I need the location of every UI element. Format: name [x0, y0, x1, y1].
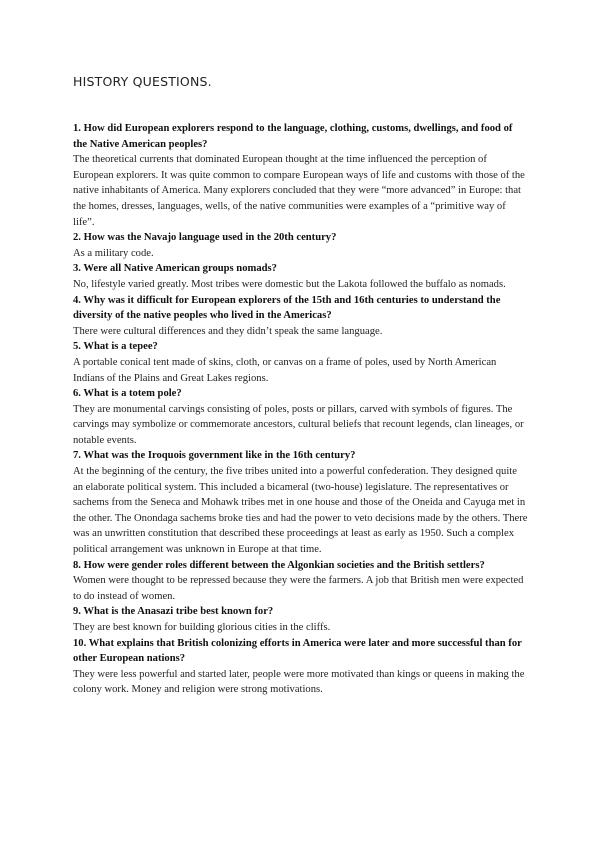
answer-6: They are monumental carvings consisting of poles, posts or pillars, carved with symbols of figures. The carvings may symbolize or commemorate ancestors, cultural beliefs that recount legends, clan lineages, or notable events. — [73, 403, 524, 446]
question-6: 6. What is a totem pole? — [73, 388, 182, 400]
answer-10: They were less powerful and started later, people were more motivated than kings or queens in making the colony work. Money and religion were strong motivations. — [73, 668, 525, 696]
answer-3: No, lifestyle varied greatly. Most tribes were domestic but the Lakota followed the buffalo as nomads. — [73, 278, 506, 290]
question-9: 9. What is the Anasazi tribe best known for? — [73, 606, 274, 618]
question-4: 4. Why was it difficult for European explorers of the 15th and 16th centuries to understand the diversity of the native peoples who lived in the Americas? — [73, 294, 501, 322]
answer-4: There were cultural differences and they didn’t speak the same language. — [73, 325, 383, 337]
question-3: 3. Were all Native American groups nomads? — [73, 263, 277, 275]
question-5: 5. What is a tepee? — [73, 341, 158, 353]
page-title: HISTORY QUESTIONS. — [73, 74, 212, 89]
answer-5: A portable conical tent made of skins, cloth, or canvas on a frame of poles, used by North American Indians of the Plains and Great Lakes regions. — [73, 356, 497, 384]
answer-8: Women were thought to be repressed because they were the farmers. A job that British men were expected to do instead of women. — [73, 575, 524, 602]
question-1: 1. How did European explorers respond to the language, clothing, customs, dwellings, and food of the Native American peoples? — [73, 123, 513, 150]
answer-1: The theoretical currents that dominated European thought at the time influenced the perception of European explorers. It was quite common to compare European ways of life and customs with those of the native inhabitants of America. Many explorers concluded that they were “more advanced” in Europe: that the homes, dresses, languages, wells, of the native communities were examples of a “primitive way of life”. — [73, 154, 525, 228]
answer-7: At the beginning of the century, the five tribes united into a powerful confederation. They designed quite an elaborate political system. This included a bicameral (two-house) legislature. The representatives or sachems from the Seneca and Mohawk tribes met in one house and those of the Oneida and Cayuga met in the other. The Onondaga sachems broke ties and had the power to veto decisions made by the others. There was an unwritten constitution that described these proceedings at least as early as 1950. Such a complex political arrangement was unknown in Europe at that time. — [73, 466, 528, 556]
question-8: 8. How were gender roles different between the Algonkian societies and the British settlers? — [73, 559, 485, 571]
question-7: 7. What was the Iroquois government like in the 16th century? — [73, 450, 356, 462]
answer-9: They are best known for building glorious cities in the cliffs. — [73, 622, 331, 633]
question-2: 2. How was the Navajo language used in the 20th century? — [73, 232, 337, 244]
answer-2: As a military code. — [73, 247, 154, 259]
question-10: 10. What explains that British colonizing efforts in America were later and more successful than for other European nations? — [73, 637, 522, 665]
qa-list — [73, 121, 529, 698]
